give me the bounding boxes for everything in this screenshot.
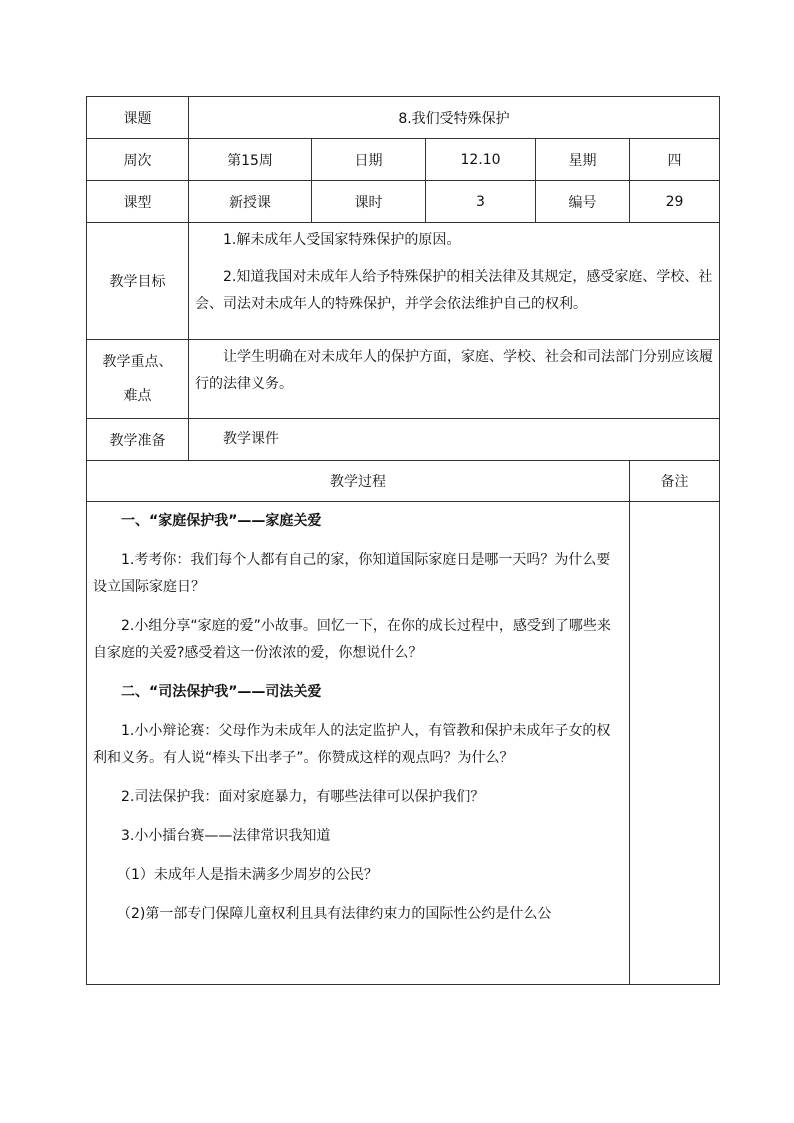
process-question: （1）未成年人是指未满多少周岁的公民？ xyxy=(117,867,378,883)
type-value: 新授课 xyxy=(189,181,312,223)
topic-value: 8.我们受特殊保护 xyxy=(189,97,720,139)
goal-item: 1.解未成年人受国家特殊保护的原因。 xyxy=(223,232,461,248)
number-label: 编号 xyxy=(536,181,630,223)
type-row xyxy=(87,181,720,223)
section-heading: 一、“家庭保护我”——家庭关爱 xyxy=(121,513,322,529)
period-label: 课时 xyxy=(312,181,426,223)
key-points-label xyxy=(87,340,189,419)
date-label: 日期 xyxy=(312,139,426,181)
goals-content xyxy=(189,223,720,340)
process-content xyxy=(87,502,630,985)
goals-row xyxy=(87,223,720,340)
period-value: 3 xyxy=(426,181,536,223)
process-paragraph: 3.小小擂台赛——法律常识我知道 xyxy=(121,828,331,844)
weekday-value: 四 xyxy=(630,139,720,181)
weekday-label: 星期 xyxy=(536,139,630,181)
week-value: 第15周 xyxy=(189,139,312,181)
preparation-row xyxy=(87,419,720,461)
process-label: 教学过程 xyxy=(87,461,630,502)
date-value: 12.10 xyxy=(426,139,536,181)
key-points-content xyxy=(189,340,720,419)
key-points-row xyxy=(87,340,720,419)
week-row xyxy=(87,139,720,181)
process-question: （2)第一部专门保障儿童权利且具有法律约束力的国际性公约是什么公 xyxy=(117,906,552,922)
process-paragraph: 1.考考你：我们每个人都有自己的家，你知道国际家庭日是哪一天吗？为什么要设立国际家庭日？ xyxy=(93,552,611,595)
process-body-row xyxy=(87,502,720,985)
section-heading: 二、“司法保护我”——司法关爱 xyxy=(121,684,322,700)
lesson-plan-table xyxy=(86,96,720,985)
topic-row xyxy=(87,97,720,139)
process-paragraph: 2.小组分享“家庭的爱”小故事。回忆一下，在你的成长过程中，感受到了哪些来自家庭的关爱?感受着这一份浓浓的爱，你想说什么？ xyxy=(93,618,611,661)
type-label: 课型 xyxy=(87,181,189,223)
goal-item: 2.知道我国对未成年人给予特殊保护的相关法律及其规定，感受家庭、学校、社会、司法对未成年人的特殊保护，并学会依法维护自己的权利。 xyxy=(195,269,713,312)
goals-label: 教学目标 xyxy=(87,223,189,340)
topic-label: 课题 xyxy=(87,97,189,139)
key-points-label-line2: 难点 xyxy=(123,388,152,404)
remarks-label: 备注 xyxy=(630,461,720,502)
preparation-label: 教学准备 xyxy=(87,419,189,461)
process-header-row xyxy=(87,461,720,502)
process-paragraph: 2.司法保护我：面对家庭暴力，有哪些法律可以保护我们？ xyxy=(121,789,485,805)
preparation-content xyxy=(189,419,720,461)
key-points-label-line1: 教学重点、 xyxy=(102,354,173,370)
week-label: 周次 xyxy=(87,139,189,181)
process-paragraph: 1.小小辩论赛：父母作为未成年人的法定监护人，有管教和保护未成年子女的权利和义务。有人说“棒头下出孝子”。你赞成这样的观点吗？为什么？ xyxy=(93,723,611,766)
remarks-content xyxy=(630,502,720,985)
preparation-text: 教学课件 xyxy=(223,431,279,447)
key-points-text: 让学生明确在对未成年人的保护方面，家庭、学校、社会和司法部门分别应该履行的法律义务。 xyxy=(195,349,713,392)
number-value: 29 xyxy=(630,181,720,223)
